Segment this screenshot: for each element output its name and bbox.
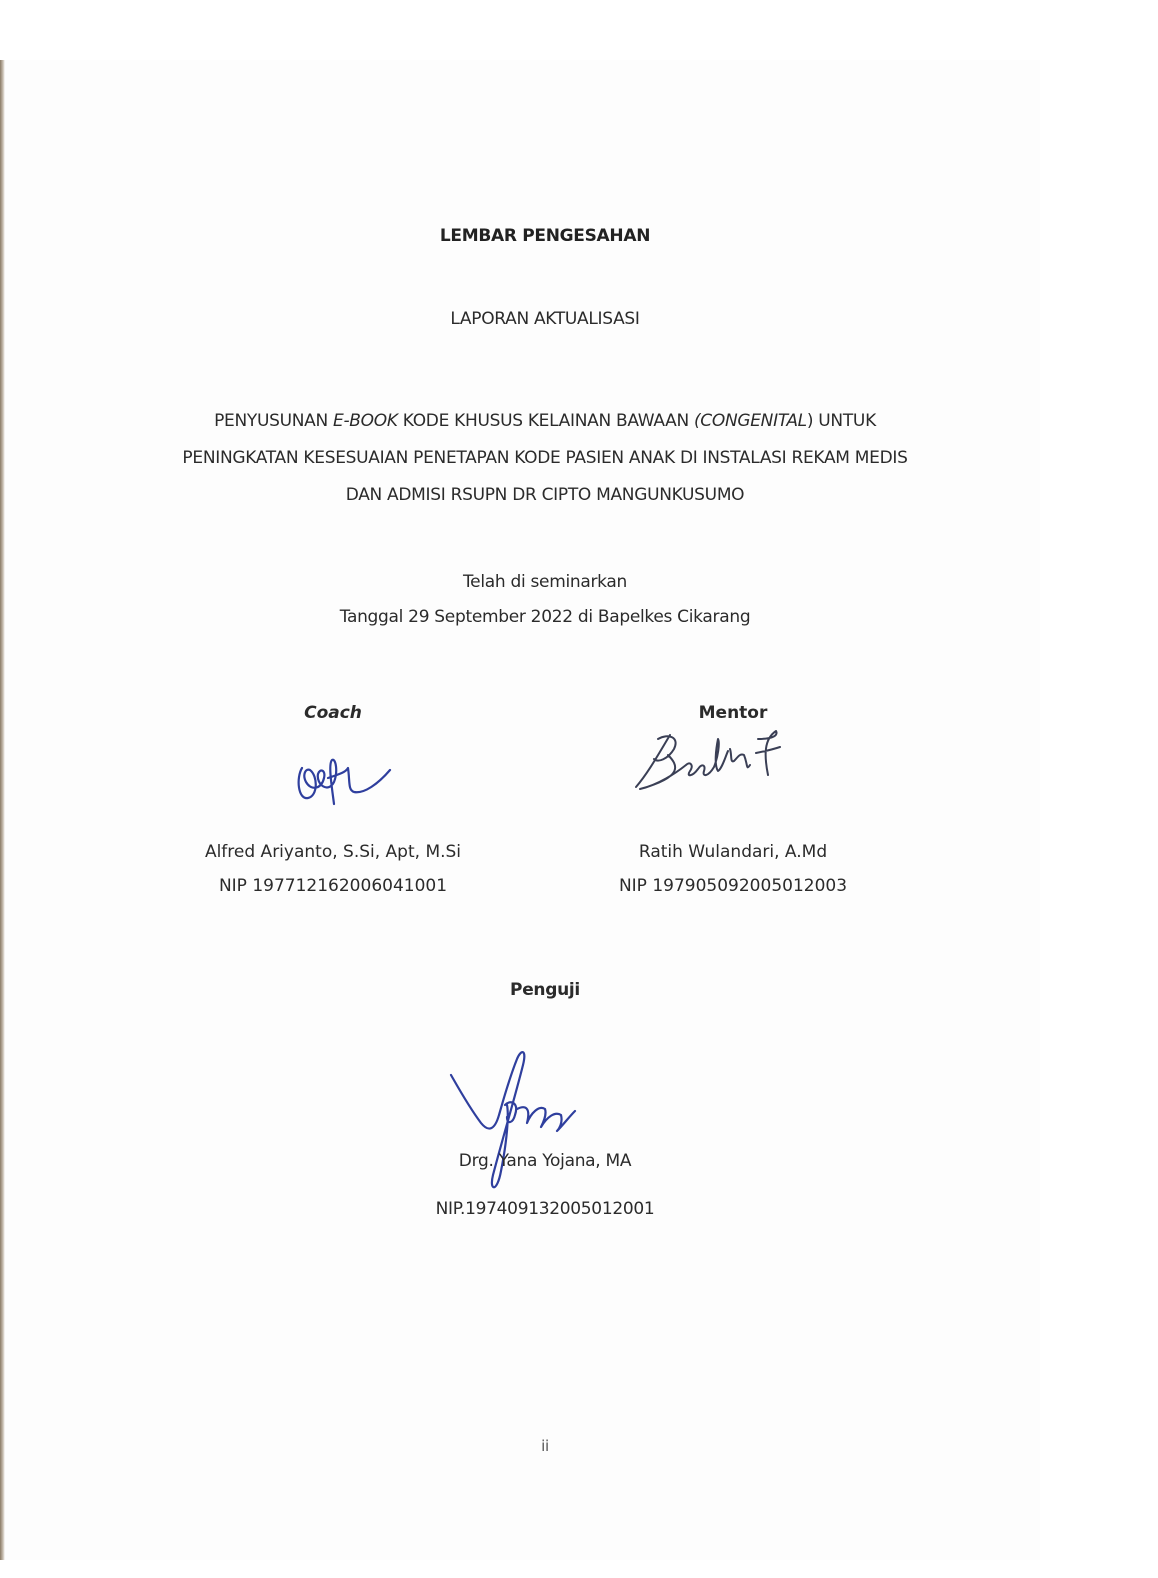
page-title: LEMBAR PENGESAHAN	[439, 226, 651, 246]
mentor-role-label: Mentor	[698, 703, 768, 723]
subject-line-2: PENINGKATAN KESESUAIAN PENETAPAN KODE PASIEN ANAK DI INSTALASI REKAM MEDIS	[182, 448, 908, 468]
mentor-name: Ratih Wulandari, A.Md	[638, 842, 828, 862]
coach-name: Alfred Ariyanto, S.Si, Apt, M.Si	[204, 842, 462, 862]
subject-line-3: DAN ADMISI RSUPN DR CIPTO MANGUNKUSUMO	[345, 485, 745, 505]
seminar-line-1: Telah di seminarkan	[462, 572, 627, 592]
subject-congenital-term: (CONGENITAL	[693, 411, 807, 431]
subject-ebook-term: E-BOOK	[333, 411, 398, 431]
report-subject	[0, 403, 1090, 514]
examiner-signature	[445, 1045, 595, 1200]
examiner-nip: NIP.197409132005012001	[435, 1199, 655, 1219]
subject-line-1	[0, 403, 1090, 440]
coach-signature	[288, 738, 408, 828]
mentor-signature	[628, 725, 818, 805]
examiner-role-label: Penguji	[510, 980, 580, 1000]
coach-role-label: Coach	[304, 703, 362, 723]
coach-nip: NIP 197712162006041001	[218, 876, 448, 896]
report-type: LAPORAN AKTUALISASI	[450, 309, 640, 329]
paper-sheet	[5, 60, 1040, 1560]
subject-line-1-text-a: PENYUSUNAN	[214, 411, 334, 431]
page-number: ii	[541, 1437, 549, 1455]
examiner-name: Drg. Yana Yojana, MA	[458, 1151, 632, 1171]
subject-line-1-text-b: KODE KHUSUS KELAINAN BAWAAN	[397, 411, 694, 431]
mentor-nip: NIP 197905092005012003	[618, 876, 848, 896]
seminar-info	[0, 565, 1090, 635]
subject-line-1-text-c: ) UNTUK	[806, 411, 876, 431]
seminar-line-2: Tanggal 29 September 2022 di Bapelkes Cikarang	[339, 607, 751, 627]
